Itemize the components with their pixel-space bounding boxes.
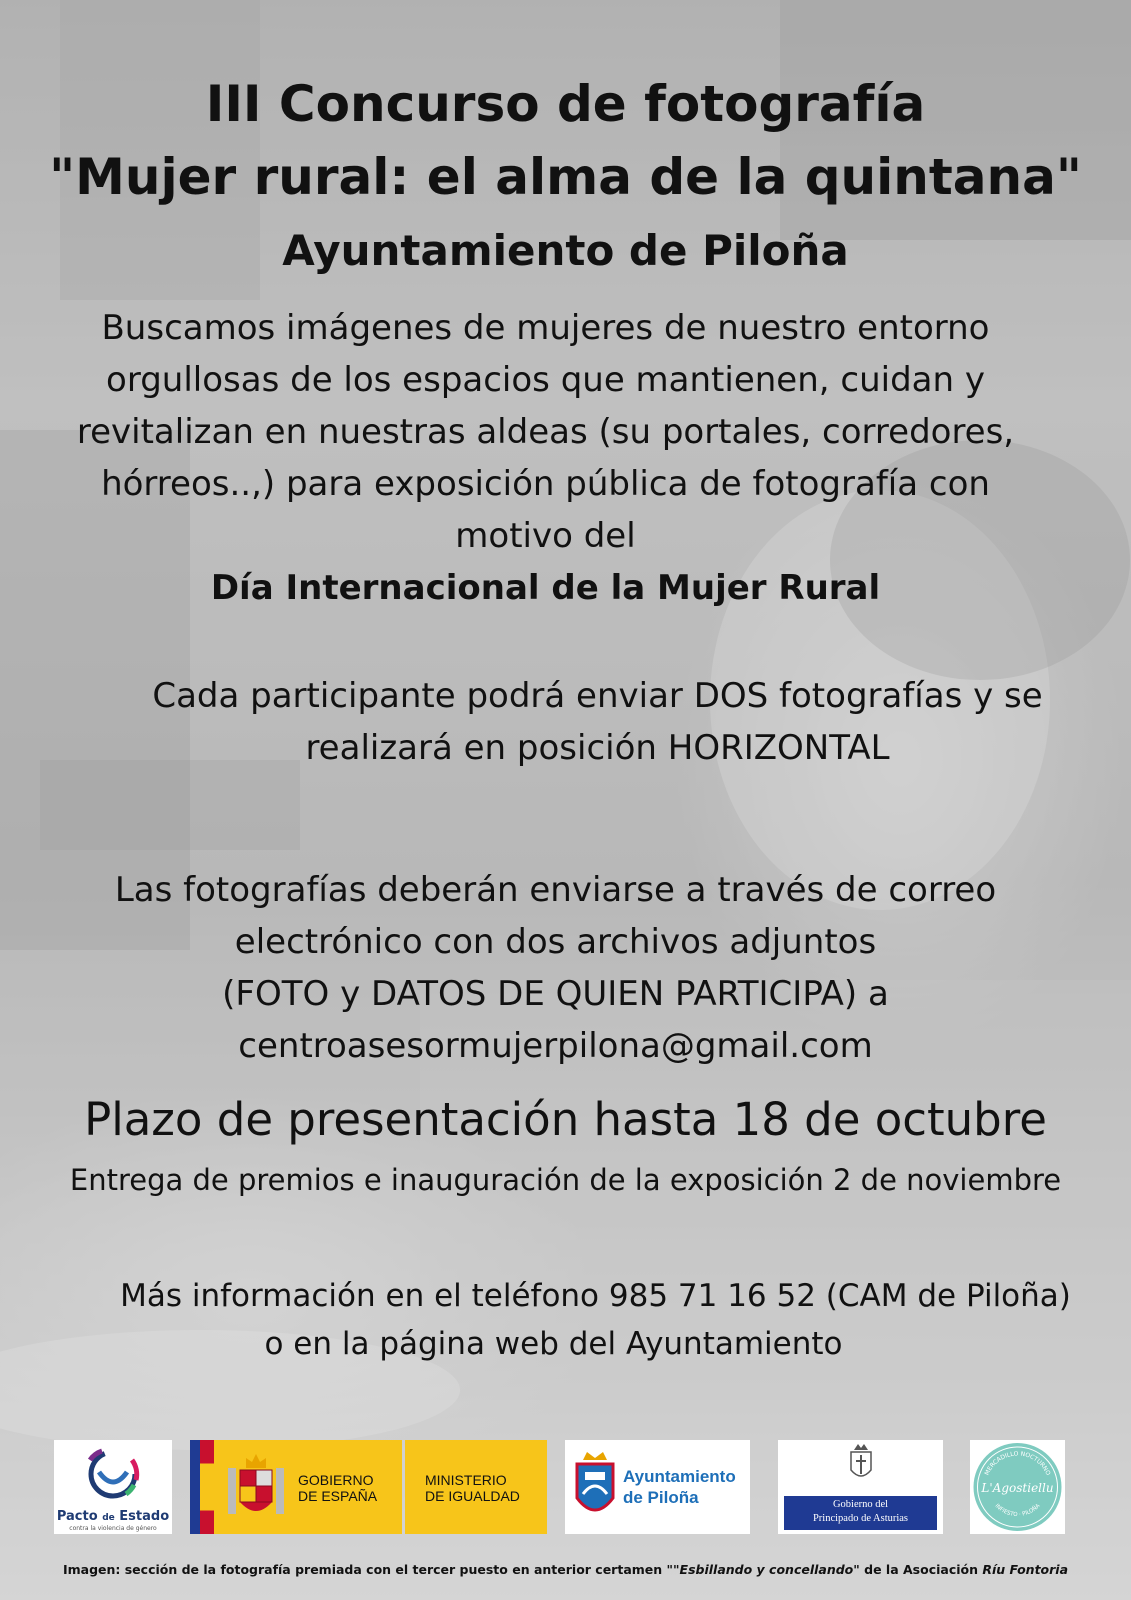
spain-flag-strip [200,1440,214,1534]
gobierno-line-1: GOBIERNO [298,1472,374,1488]
intro-line: motivo del [455,516,636,556]
agostiellu-name: L'Agostiellu [981,1481,1054,1495]
principado-asturias-logo [778,1440,943,1534]
deadline-main: Plazo de presentación hasta 18 de octubre [84,1093,1047,1146]
submission-paragraph [0,864,1121,1072]
gobierno-line-2: DE ESPAÑA [298,1488,378,1504]
pacto-sub: contra la violencia de género [69,1525,157,1532]
info-line-1: Más información en el teléfono 985 71 16 52 (CAM de Piloña) [120,1278,1071,1314]
pilona-shield-icon [573,1450,617,1524]
ayuntamiento-pilona-logo [565,1440,750,1534]
submission-line: Las fotografías deberán enviarse a través de correo [114,870,997,910]
agostiellu-badge-icon [970,1440,1065,1534]
photo-caption [0,1562,1131,1577]
intro-line: hórreos..,) para exposición pública de fotografía con [101,464,990,504]
intro-line: Buscamos imágenes de mujeres de nuestro entorno [101,308,990,348]
pacto-word-a: Pacto [56,1509,98,1524]
agostiellu-top: MERCADILLO NOCTURNO [983,1450,1052,1477]
caption-association: Ríu Fontoria [982,1562,1069,1577]
asturias-line-2: Principado de Asturias [812,1513,909,1524]
contact-email[interactable]: centroasesormujerpilona@gmail.com [238,1026,873,1066]
ministerio-igualdad-logo [405,1440,547,1534]
info-paragraph-2 [0,1320,1119,1368]
pacto-word-b: Estado [119,1509,170,1524]
rules-line-1: Cada participante podrá enviar DOS fotografías y se [152,676,1043,716]
agostiellu-logo [970,1440,1065,1534]
highlight-day: Día Internacional de la Mujer Rural [210,568,881,608]
submission-line: (FOTO y DATOS DE QUIEN PARTICIPA) a [222,974,889,1014]
intro-line: revitalizan en nuestras aldeas (su portales, corredores, [76,412,1015,452]
gobierno-text [298,1472,377,1504]
asturias-line-1: Gobierno del [832,1499,889,1510]
agostiellu-bottom: INFIESTO · PILOÑA [993,1503,1042,1519]
pacto-word-de: de [102,1513,115,1523]
ministerio-text [425,1472,520,1504]
eu-flag-strip [190,1440,200,1534]
title-line-2: "Mujer rural: el alma de la quintana" [49,148,1082,206]
info-line-2: o en la página web del Ayuntamiento [264,1326,843,1362]
ministerio-line-1: MINISTERIO [425,1472,507,1488]
pacto-de-estado-logo [54,1440,172,1534]
submission-line: electrónico con dos archivos adjuntos [234,922,877,962]
svg-text:Pacto de Estado [57,1509,169,1524]
coat-of-arms-icon [224,1450,288,1526]
subtitle: Ayuntamiento de Piloña [282,226,849,275]
asturias-band [784,1496,937,1530]
gobierno-espana-logo [190,1440,402,1534]
intro-line: orgullosas de los espacios que mantienen, cuidan y [106,360,985,400]
deadline-sub: Entrega de premios e inauguración de la exposición 2 de noviembre [69,1163,1062,1197]
ayto-line-2: de Piloña [623,1488,699,1507]
rules-line-2: realizará en posición HORIZONTAL [305,728,890,768]
info-paragraph [30,1272,1131,1320]
sponsor-logos [0,1440,1131,1536]
caption-prefix: Imagen: sección de la fotografía premiada con el tercer puesto en anterior certamen "" [62,1562,680,1577]
ayto-line-1: Ayuntamiento [623,1467,736,1486]
caption-work: Esbillando y concellando [679,1562,854,1577]
ministerio-line-2: DE IGUALDAD [425,1488,520,1504]
caption-middle: " de la Asociación [853,1562,983,1577]
ayto-text [623,1466,736,1508]
pacto-circle-icon [54,1440,172,1534]
intro-paragraph [0,302,1111,614]
asturias-crest-icon [848,1444,874,1482]
title-line-1: III Concurso de fotografía [205,75,926,133]
rules-paragraph [32,670,1131,774]
